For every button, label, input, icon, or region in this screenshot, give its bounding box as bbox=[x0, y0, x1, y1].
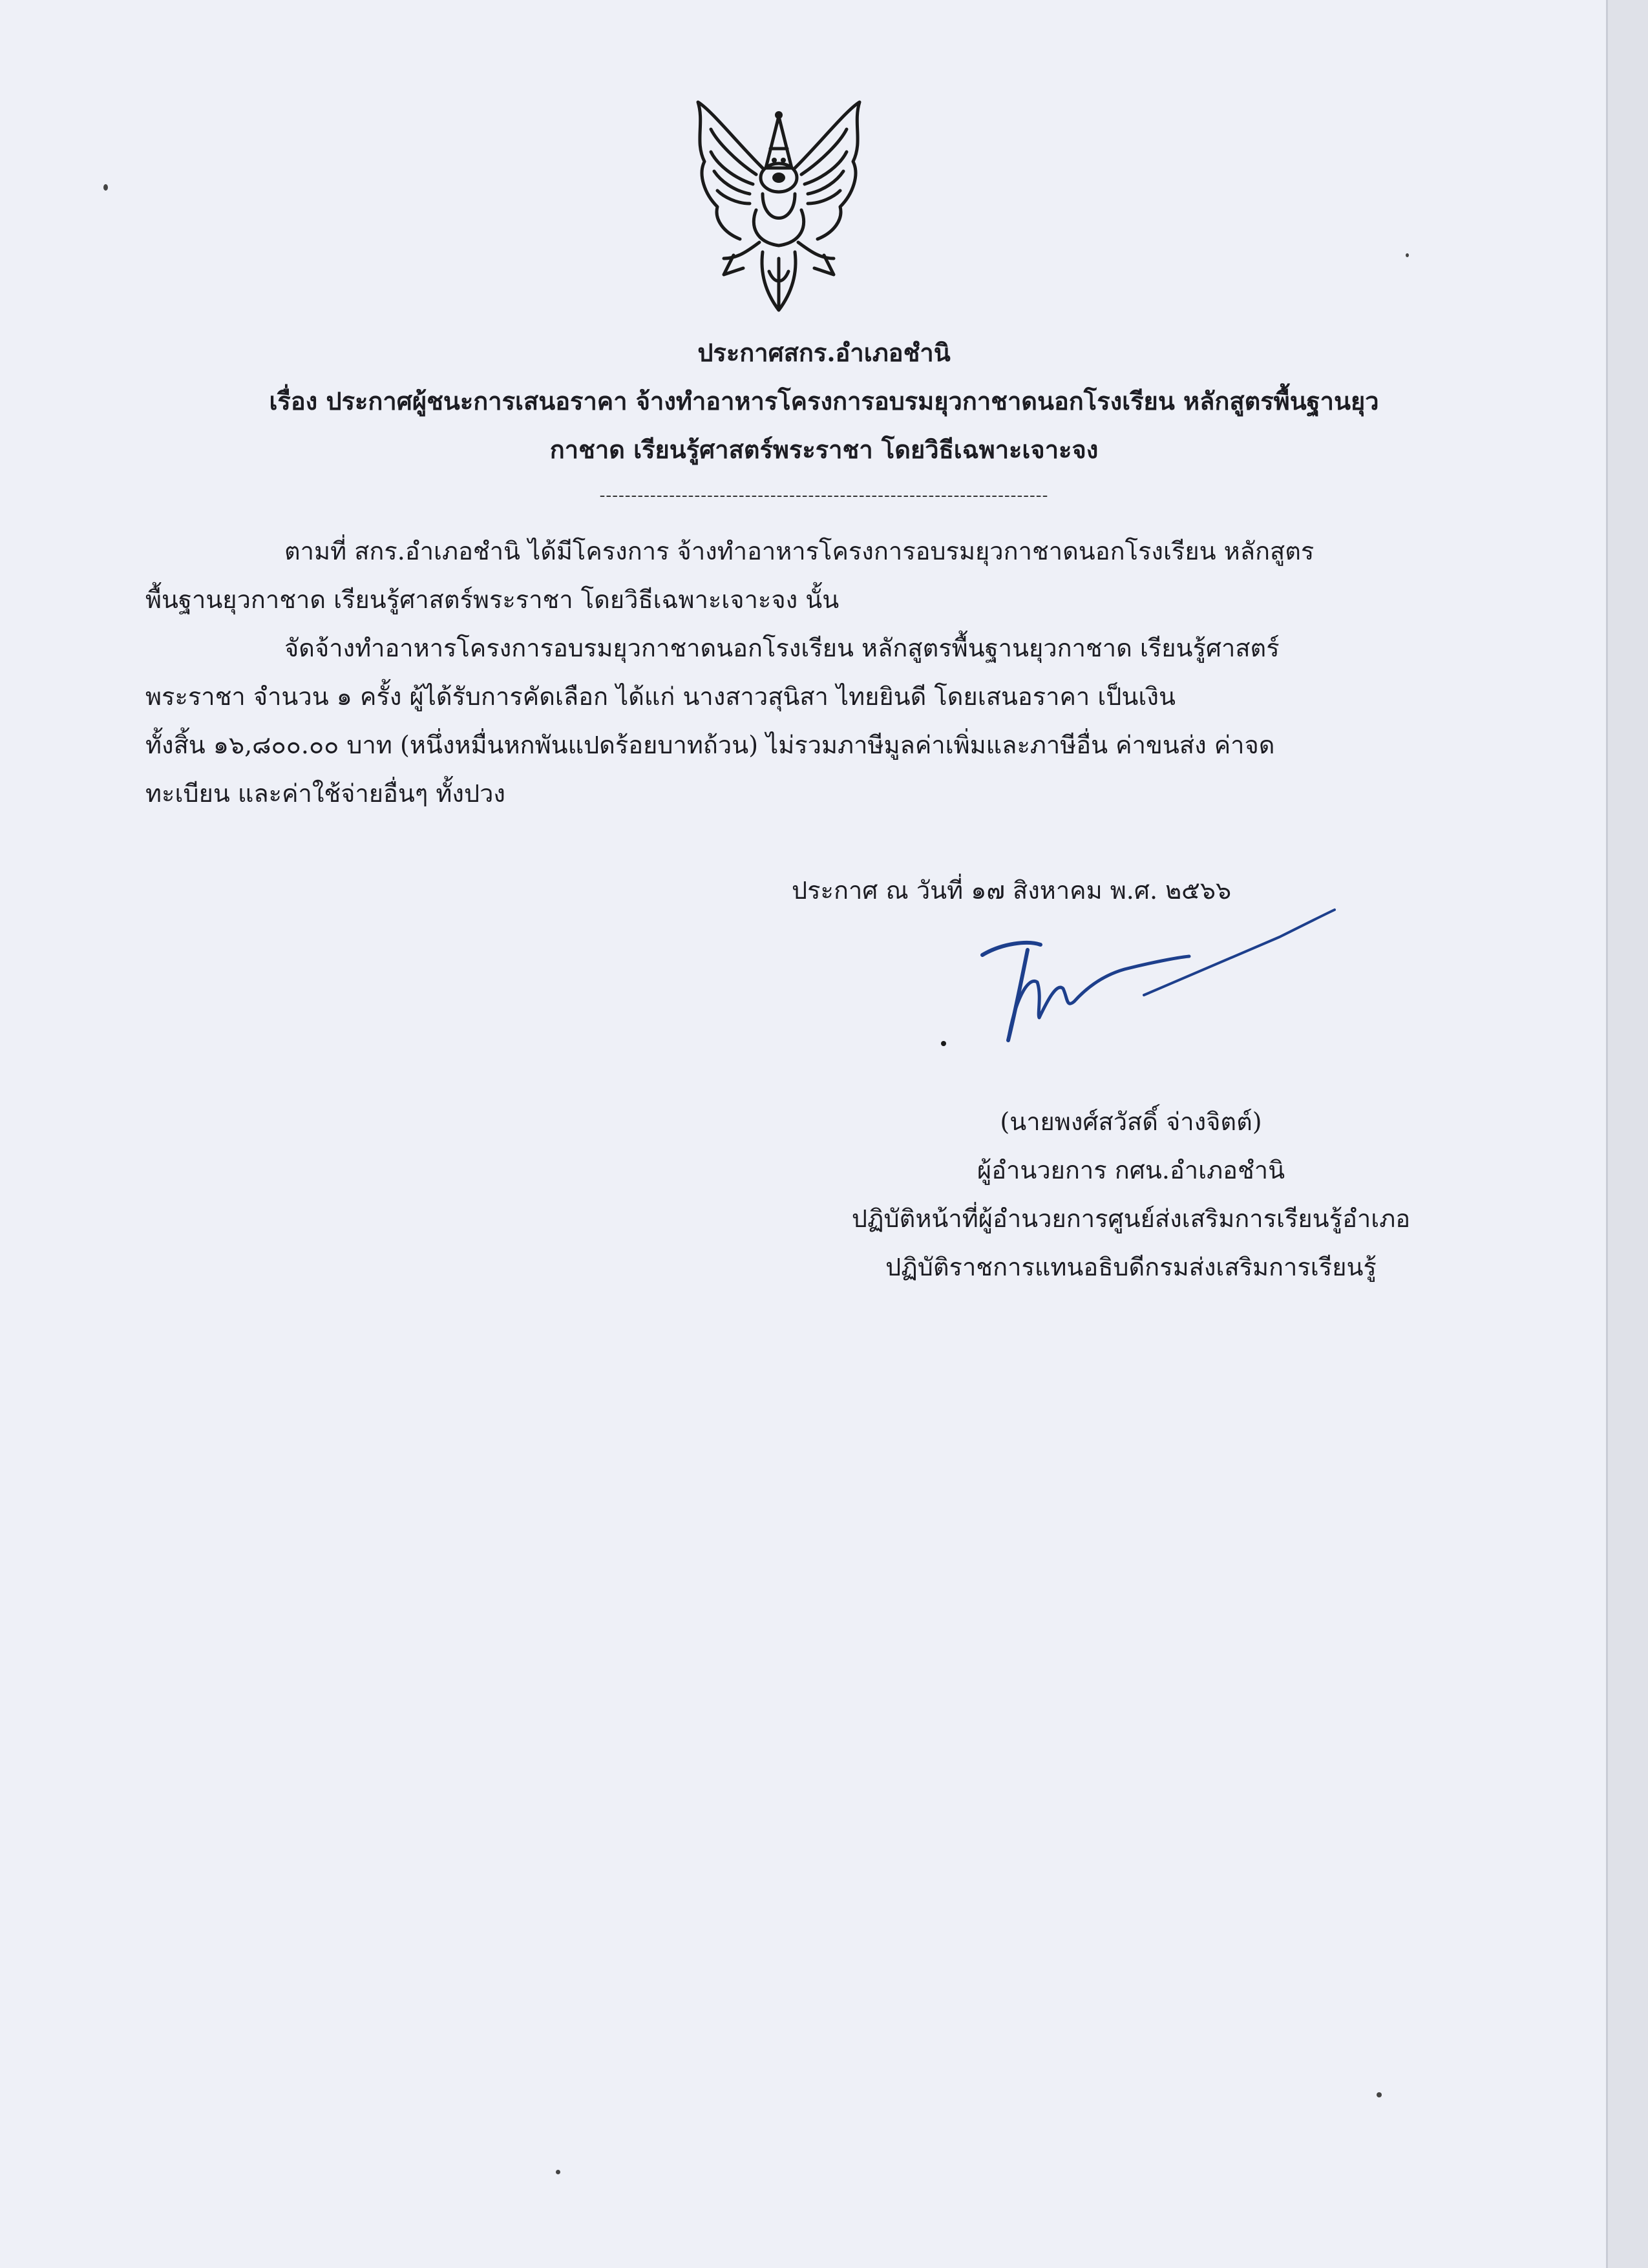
signatory-name: (นายพงศ์สวัสดิ์ จ่างจิตต์) bbox=[1000, 1108, 1262, 1136]
signatory-position-1: ผู้อำนวยการ กศน.อำเภอชำนิ bbox=[977, 1156, 1285, 1184]
paragraph-1-line-1: ตามที่ สกร.อำเภอชำนิ ได้มีโครงการ จ้างทำอาหารโครงการอบรมยุวกาชาดนอกโรงเรียน หลักสูตร bbox=[284, 537, 1315, 565]
handwritten-signature bbox=[931, 905, 1344, 1060]
paragraph-2-line-2: พระราชา จำนวน ๑ ครั้ง ผู้ได้รับการคัดเลือก ได้แก่ นางสาวสุนิสา ไทยยินดี โดยเสนอราคา เป็นเงิน bbox=[145, 682, 1176, 711]
subject-line-1: เรื่อง ประกาศผู้ชนะการเสนอราคา จ้างทำอาหารโครงการอบรมยุวกาชาดนอกโรงเรียน หลักสูตรพื้นฐานยุว bbox=[269, 386, 1379, 415]
signatory-position-3: ปฏิบัติราชการแทนอธิบดีกรมส่งเสริมการเรียนรู้ bbox=[885, 1253, 1377, 1281]
announcement-title: ประกาศสกร.อำเภอชำนิ bbox=[697, 338, 951, 367]
scan-speck bbox=[103, 184, 108, 191]
subject-line-2: กาชาด เรียนรู้ศาสตร์พระราชา โดยวิธีเฉพาะเจาะจง bbox=[549, 435, 1099, 464]
paragraph-2-line-1: จัดจ้างทำอาหารโครงการอบรมยุวกาชาดนอกโรงเรียน หลักสูตรพื้นฐานยุวกาชาด เรียนรู้ศาสตร์ bbox=[284, 634, 1280, 662]
garuda-emblem-icon bbox=[685, 97, 872, 320]
signatory-position-2: ปฏิบัติหน้าที่ผู้อำนวยการศูนย์ส่งเสริมการเรียนรู้อำเภอ bbox=[851, 1204, 1411, 1233]
paragraph-2-line-3: ทั้งสิ้น ๑๖,๘๐๐.๐๐ บาท (หนึ่งหมื่นหกพันแปดร้อยบาทถ้วน) ไม่รวมภาษีมูลค่าเพิ่มและภาษีอื่น ค่าขนส่ง ค่าจด bbox=[145, 731, 1275, 759]
paragraph-1-line-2: พื้นฐานยุวกาชาด เรียนรู้ศาสตร์พระราชา โดยวิธีเฉพาะเจาะจง นั้น bbox=[145, 585, 840, 614]
scan-speck bbox=[556, 2170, 560, 2174]
scan-speck bbox=[1377, 2092, 1382, 2097]
paragraph-2-line-4: ทะเบียน และค่าใช้จ่ายอื่นๆ ทั้งปวง bbox=[145, 779, 505, 808]
announcement-date: ประกาศ ณ วันที่ ๑๗ สิงหาคม พ.ศ. ๒๕๖๖ bbox=[792, 876, 1232, 905]
scan-speck bbox=[1406, 253, 1409, 257]
divider: ----------------------------------------------------------------------- bbox=[599, 486, 1049, 505]
